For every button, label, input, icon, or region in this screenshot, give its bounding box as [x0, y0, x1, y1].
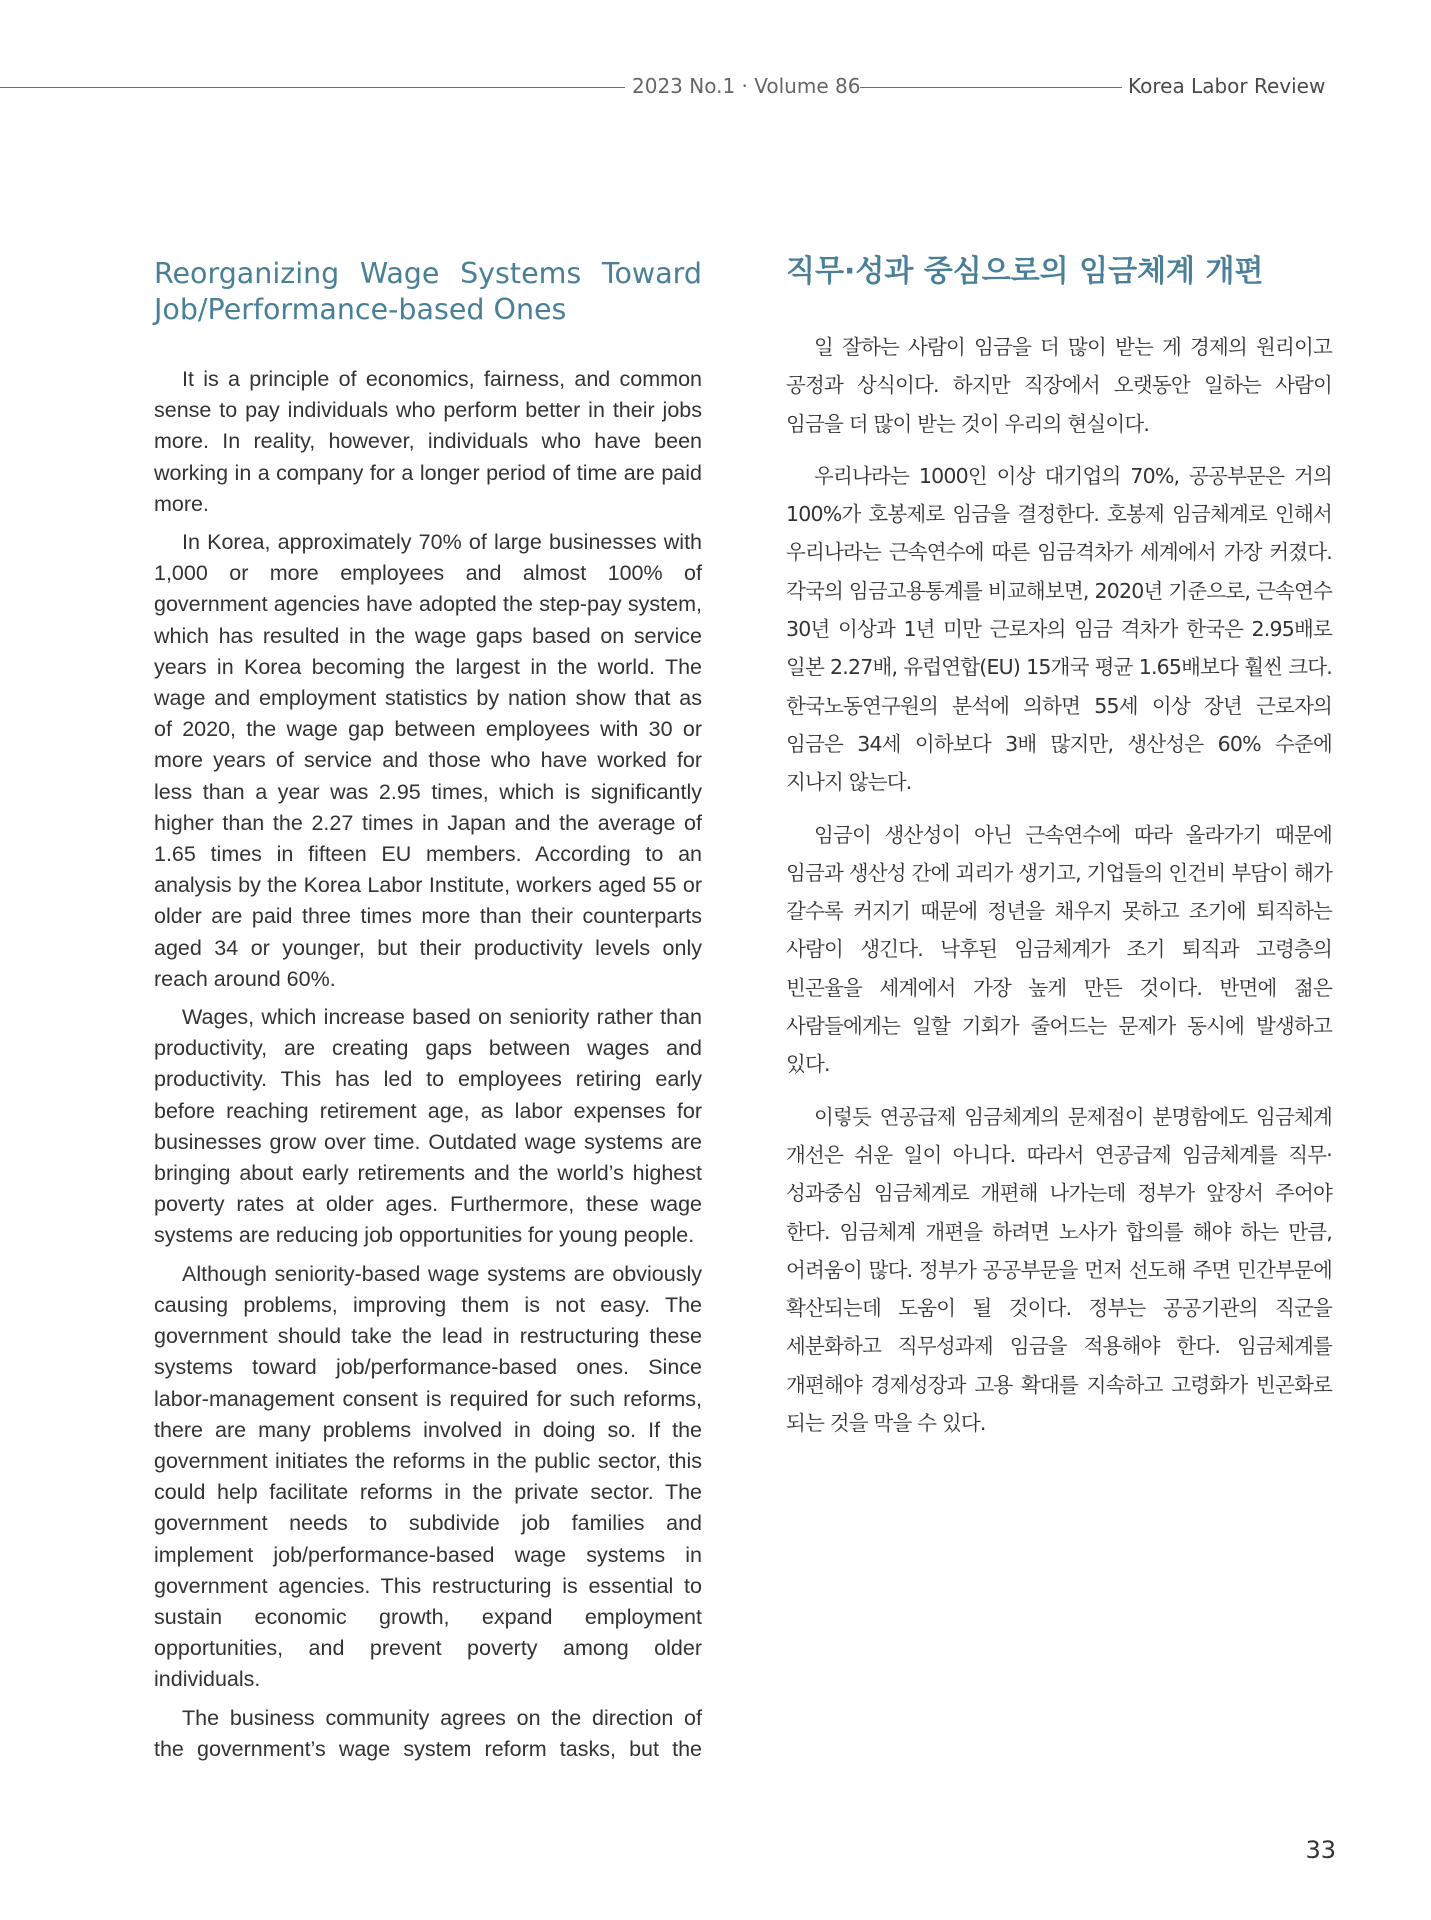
- english-title: Reorganizing Wage Systems Toward Job/Performance-based Ones: [154, 257, 702, 326]
- page-number: 33: [1305, 1836, 1336, 1864]
- english-column: [154, 256, 702, 1772]
- journal-name: Korea Labor Review: [1128, 74, 1326, 98]
- korean-title: 직무·성과 중심으로의 임금체계 개편: [786, 254, 1264, 289]
- english-paragraph: In Korea, approximately 70% of large businesses with 1,000 or more employees and almost 100% of government agencies have adopted the step-pay system, which has resulted in the wage gaps based on service years in Korea becoming the largest in the world. The wage and employment statistics by nation show that as of 2020, the wage gap between employees with 30 or more years of service and those who have worked for less than a year was 2.95 times, which is significantly higher than the 2.27 times in Japan and the average of 1.65 times in fifteen EU members. According to an analysis by the Korea Labor Institute, workers aged 55 or older are paid three times more than their counterparts aged 34 or younger, but their productivity levels only reach around 60%.: [154, 530, 702, 991]
- header-rule-left: [0, 87, 625, 88]
- english-paragraph: Although seniority-based wage systems are obviously causing problems, improving them is not easy. The government should take the lead in restructuring these systems toward job/performance-based ones. Since labor-management consent is required for such reforms, there are many problems involved in doing so. If the government initiates the reforms in the public sector, this could help facilitate reforms in the private sector. The government needs to subdivide job families and implement job/performance-based wage systems in government agencies. This restructuring is essential to sustain economic growth, expand employment opportunities, and prevent poverty among older individuals.: [154, 1261, 702, 1692]
- korean-paragraph: 임금이 생산성이 아닌 근속연수에 따라 올라가기 때문에 임금과 생산성 간에 괴리가 생기고, 기업들의 인건비 부담이 해가 갈수록 커지기 때문에 정년을 채우지 못하고 조기에 퇴직하는 사람이 생긴다. 낙후된 임금체계가 조기 퇴직과 고령층의 빈곤율을 세계에서 가장 높게 만든 것이다. 반면에 젊은 사람들에게는 일할 기회가 줄어드는 문제가 동시에 발생하고 있다.: [786, 822, 1332, 1077]
- english-paragraph: The business community agrees on the direction of the government’s wage system reform tasks, but the: [154, 1705, 702, 1761]
- running-header: [0, 70, 1431, 106]
- header-rule-right: [860, 87, 1122, 88]
- english-paragraph: It is a principle of economics, fairness, and common sense to pay individuals who perform better in their jobs more. In reality, however, individuals who have been working in a company for a longer period of time are paid more.: [154, 367, 702, 516]
- english-paragraph: Wages, which increase based on seniority rather than productivity, are creating gaps between wages and productivity. This has led to employees retiring early before reaching retirement age, as labor expenses for businesses grow over time. Outdated wage systems are bringing about early retirements and the world’s highest poverty rates at older ages. Furthermore, these wage systems are reducing job opportunities for young people.: [154, 1005, 702, 1248]
- korean-paragraph: 우리나라는 1000인 이상 대기업의 70%, 공공부문은 거의 100%가 호봉제로 임금을 결정한다. 호봉제 임금체계로 인해서 우리나라는 근속연수에 따른 임금격차가 세계에서 가장 커졌다. 각국의 임금고용통계를 비교해보면, 2020년 기준으로, 근속연수 30년 이상과 1년 미만 근로자의 임금 격차가 한국은 2.95배로 일본 2.27배, 유럽연합(EU) 15개국 평균 1.65배보다 훨씬 크다. 한국노동연구원의 분석에 의하면 55세 이상 장년 근로자의 임금은 34세 이하보다 3배 많지만, 생산성은 60% 수준에 지나지 않는다.: [786, 463, 1332, 795]
- korean-paragraph: 일 잘하는 사람이 임금을 더 많이 받는 게 경제의 원리이고 공정과 상식이다. 하지만 직장에서 오랫동안 일하는 사람이 임금을 더 많이 받는 것이 우리의 현실이다.: [786, 335, 1332, 436]
- korean-column: [786, 252, 1332, 1456]
- issue-label: 2023 No.1 · Volume 86: [632, 74, 861, 98]
- korean-paragraph: 이렇듯 연공급제 임금체계의 문제점이 분명함에도 임금체계 개선은 쉬운 일이 아니다. 따라서 연공급제 임금체계를 직무·성과중심 임금체계로 개편해 나가는데 정부가 앞장서 주어야 한다. 임금체계 개편을 하려면 노사가 합의를 해야 하는 만큼, 어려움이 많다. 정부가 공공부문을 먼저 선도해 주면 민간부문에 확산되는데 도움이 될 것이다. 정부는 공공기관의 직군을 세분화하고 직무성과제 임금을 적용해야 한다. 임금체계를 개편해야 경제성장과 고용 확대를 지속하고 고령화가 빈곤화로 되는 것을 막을 수 있다.: [786, 1104, 1332, 1436]
